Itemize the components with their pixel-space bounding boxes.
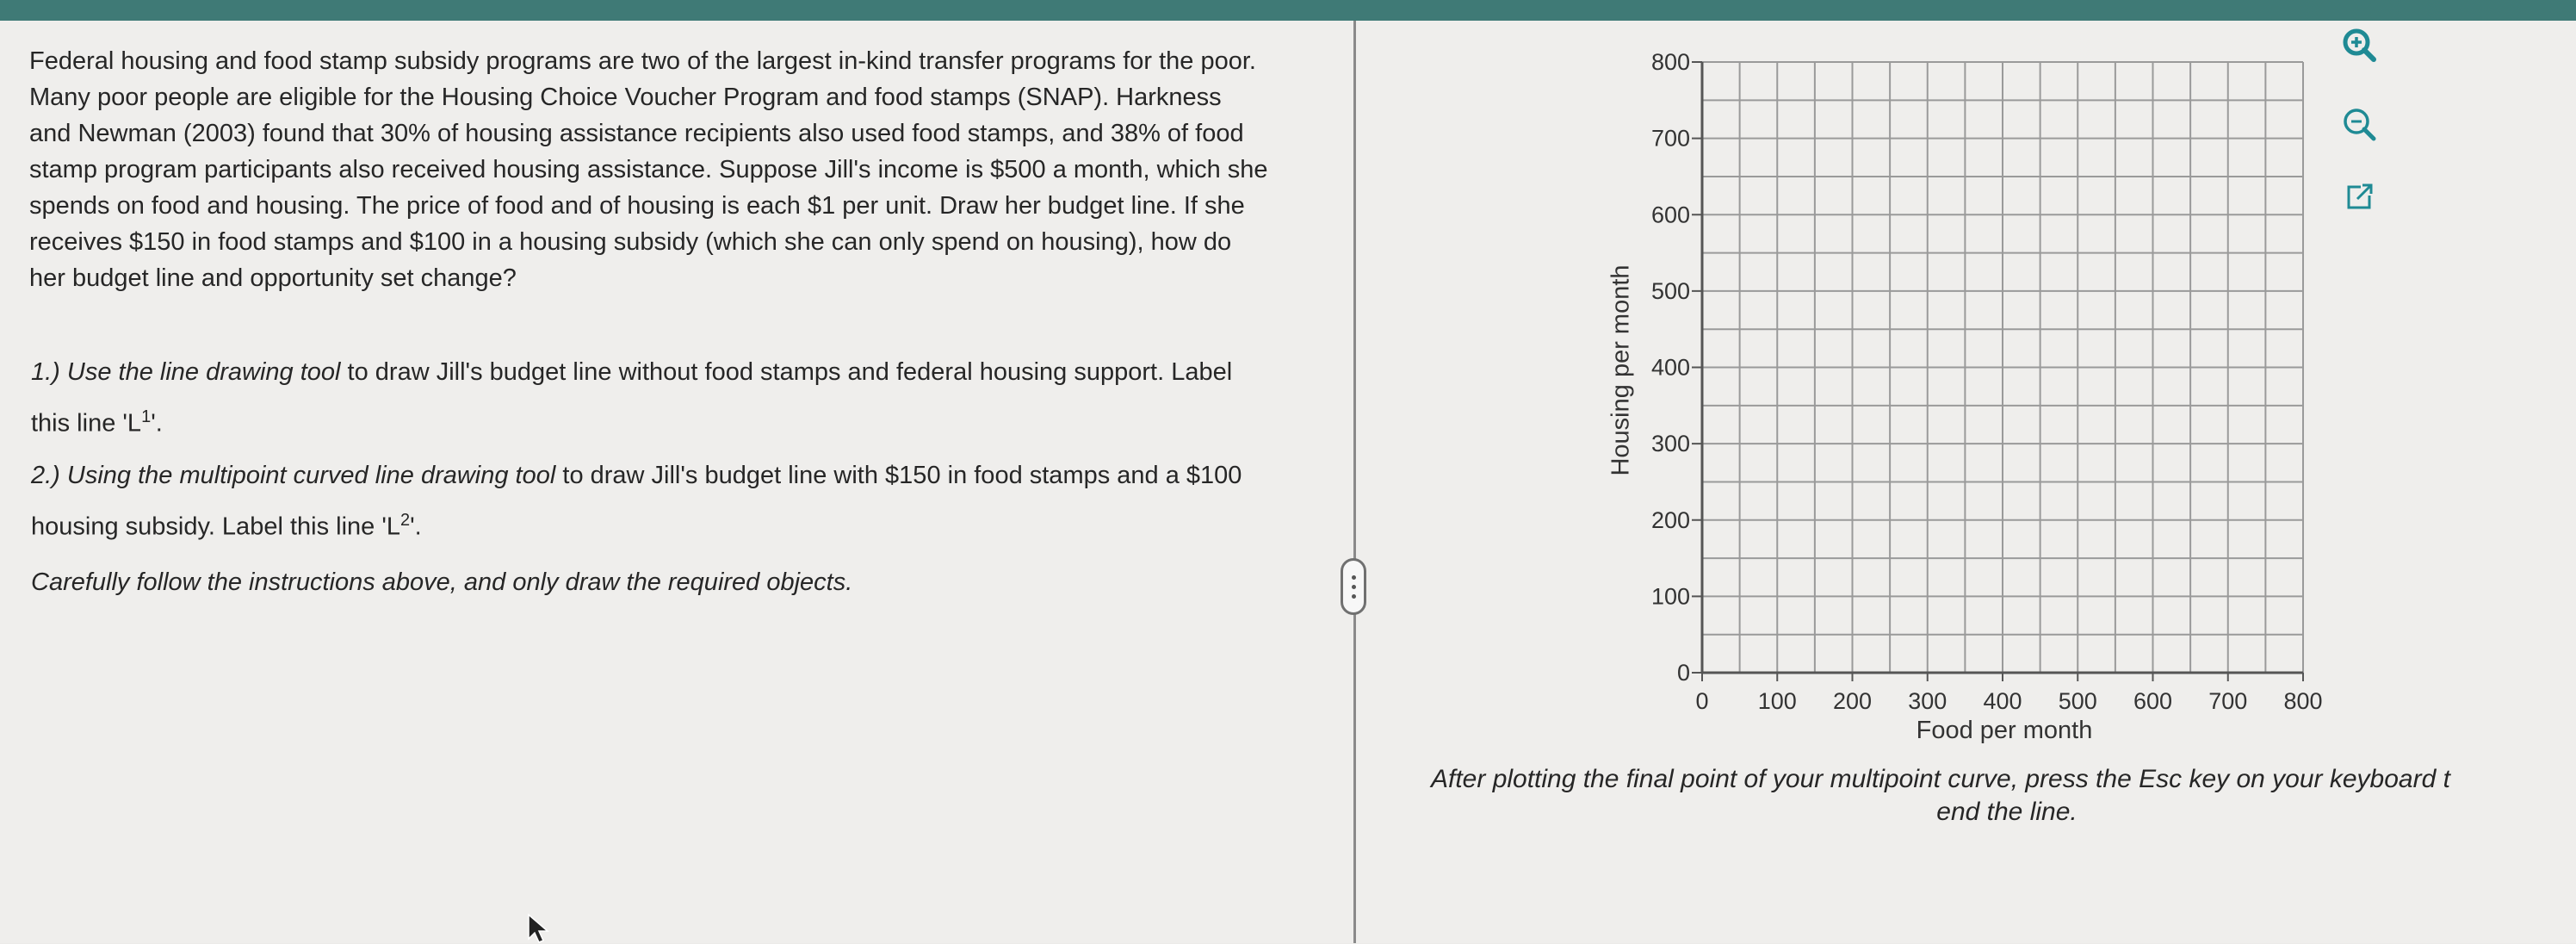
external-link-icon: [2342, 180, 2376, 214]
x-tick-label: 600: [2133, 688, 2173, 714]
x-tick-label: 500: [2058, 688, 2097, 714]
y-tick-label: 600: [1650, 202, 1690, 228]
zoom-in-icon: [2339, 25, 2379, 65]
step2-text: to draw Jill's budget line with $150 in food stamps and a $100 housing subsidy. Label this line 'L: [31, 462, 1242, 541]
step1-end: '.: [151, 409, 163, 438]
x-tick-label: 100: [1757, 688, 1797, 714]
y-tick-label: 300: [1650, 431, 1690, 457]
x-axis-label: Food per month: [1916, 717, 2093, 744]
zoom-out-icon: [2339, 104, 2379, 144]
tick-labels: [1651, 49, 2323, 714]
y-tick-label: 400: [1650, 354, 1690, 381]
esc-instruction-line2: end the line.: [1936, 798, 2078, 826]
axes: [1692, 62, 2303, 681]
x-tick-label: 300: [1908, 688, 1947, 714]
step1-text: to draw Jill's budget line without food stamps and federal housing support. Label this line 'L: [31, 358, 1233, 438]
zoom-in-button[interactable]: [2335, 24, 2383, 65]
y-tick-label: 700: [1650, 125, 1690, 152]
x-tick-label: 0: [1695, 688, 1709, 714]
grid: [1702, 62, 2303, 673]
y-tick-label: 0: [1676, 660, 1690, 686]
step2-superscript: 2: [400, 511, 411, 530]
zoom-out-button[interactable]: [2335, 103, 2383, 145]
x-tick-label: 200: [1832, 688, 1873, 714]
x-tick-label: 400: [1983, 688, 2022, 714]
x-tick-label: 700: [2208, 688, 2248, 714]
step2-tool: Using the multipoint curved line drawing tool: [66, 462, 556, 489]
y-tick-label: 800: [1650, 49, 1690, 75]
x-tick-label: 800: [2283, 688, 2323, 714]
step2-end: '.: [410, 512, 422, 541]
step1-superscript: 1: [141, 407, 152, 426]
y-axis-label: Housing per month: [1607, 264, 1635, 476]
y-tick-label: 500: [1650, 277, 1690, 304]
step1-tool: Use the line drawing tool: [66, 358, 341, 386]
open-in-new-window-button[interactable]: [2335, 177, 2383, 218]
step1-number: 1.): [31, 358, 60, 386]
esc-instruction-line1: After plotting the final point of your multipoint curve, press the Esc key on your keyboard t: [1431, 765, 2450, 793]
question-text: Federal housing and food stamp subsidy programs are two of the largest in-kind transfer programs for the poor. Many poor people are eligible for the Housing Choice Voucher Program and food stamps (SNAP). Harkness and Newman (2003) found that 30% of housing assistance recipients also used food stamps, and 38% of food stamp program participants also received housing assistance. Suppose Jill's income is $500 a month, which she spends on food and housing. The price of food and of housing is each $1 per unit. Draw her budget line. If she receives $150 in food stamps and $100 in a housing subsidy (which she can only spend on housing), how do her budget line and opportunity set change?: [29, 47, 1268, 292]
step2-number: 2.): [31, 462, 60, 489]
careful-note: Carefully follow the instructions above, and only draw the required objects.: [31, 568, 853, 596]
y-tick-label: 100: [1650, 583, 1690, 610]
y-tick-label: 200: [1650, 506, 1690, 533]
